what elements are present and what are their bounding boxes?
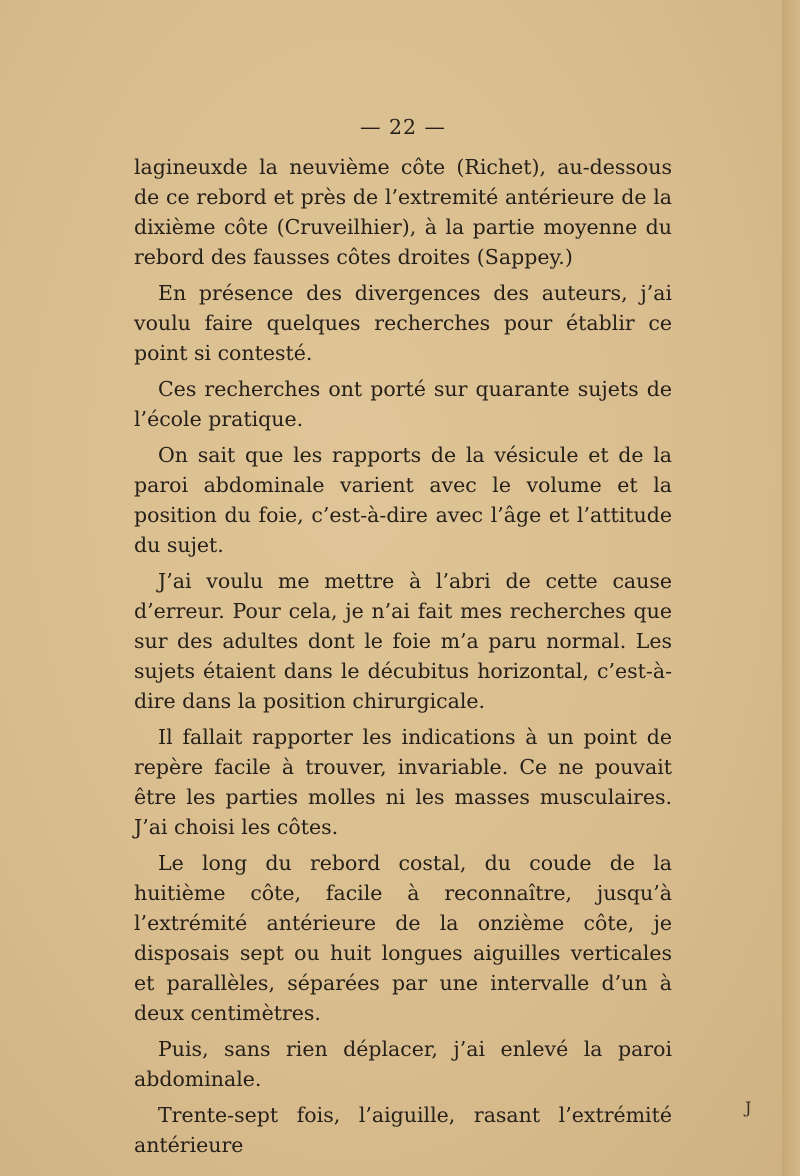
page-number: — 22 — [359, 115, 447, 139]
paragraph: Puis, sans rien déplacer, j’ai enlevé la paroi abdominale. [134, 1037, 672, 1091]
paragraph: En présence des divergences des auteurs, j’ai voulu faire quelques recherches pour établir ce point si contesté. [134, 281, 672, 365]
page-text [134, 112, 672, 1166]
stray-mark: J [745, 1098, 752, 1117]
paragraph: On sait que les rapports de la vésicule et de la paroi abdominale varient avec le volume et la position du foie, c’est-à-dire avec l’âge et l’attitude du sujet. [134, 443, 672, 557]
paragraph: lagineuxde la neuvième côte (Richet), au-dessous de ce rebord et près de l’extremité antérieure de la dixième côte (Cruveilhier), à la partie moyenne du rebord des fausses côtes droites (Sappey.) [134, 155, 672, 269]
paragraph: Il fallait rapporter les indications à un point de repère facile à trouver, invariable. Ce ne pouvait être les parties molles ni les masses musculaires. J’ai choisi les côtes. [134, 725, 672, 839]
paragraph: Le long du rebord costal, du coude de la huitième côte, facile à reconnaître, jusqu’à l’extrémité antérieure de la onzième côte, je disposais sept ou huit longues aiguilles verticales et parallèles, séparées par une intervalle d’un à deux centimètres. [134, 851, 672, 1025]
paragraph: J’ai voulu me mettre à l’abri de cette cause d’erreur. Pour cela, je n’ai fait mes recherches que sur des adultes dont le foie m’a paru normal. Les sujets étaient dans le décubitus horizontal, c’est-à-dire dans la position chirurgicale. [134, 569, 672, 713]
paragraph: Ces recherches ont porté sur quarante sujets de l’école pratique. [134, 377, 672, 431]
paragraph: Trente-sept fois, l’aiguille, rasant l’extrémité antérieure [134, 1103, 672, 1157]
page-edge [782, 0, 800, 1176]
